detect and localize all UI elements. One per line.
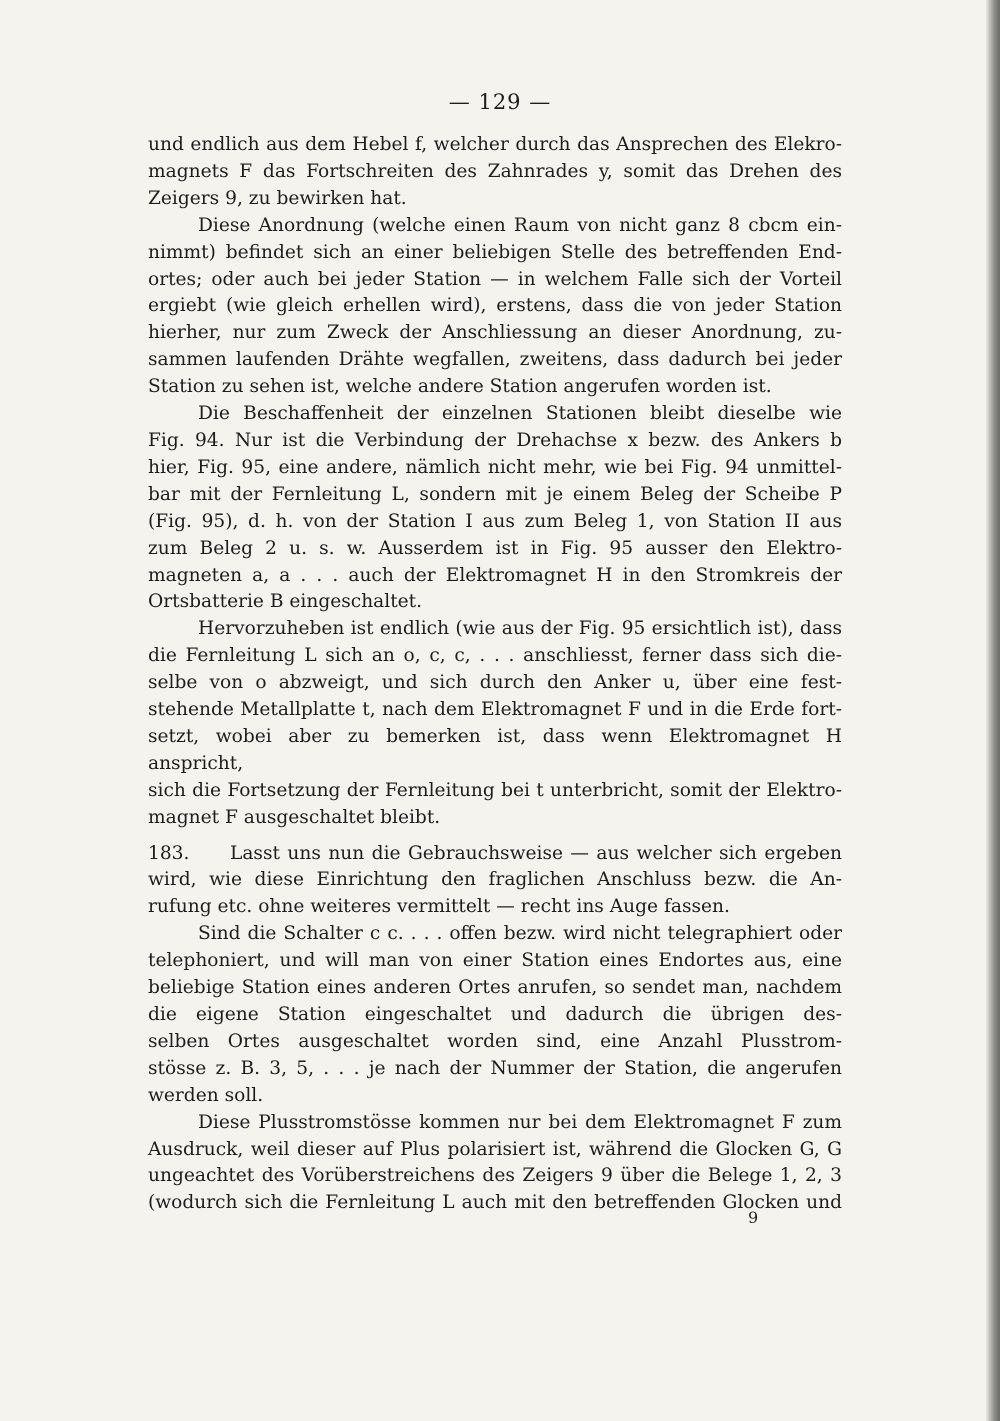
- text-line: magnet F ausgeschaltet bleibt.: [148, 806, 441, 828]
- section-183: [148, 841, 842, 922]
- text-line: Fig. 94. Nur ist die Verbindung der Drehachse x bezw. des Ankers b: [148, 429, 842, 451]
- text-line: werden soll.: [148, 1084, 264, 1106]
- page-edge-shadow: [986, 0, 1000, 1421]
- text-line: stösse z. B. 3, 5, . . . je nach der Nummer der Station, die angerufen: [148, 1057, 842, 1079]
- text-line: magneten a, a . . . auch der Elektromagnet H in den Stromkreis der: [148, 564, 842, 586]
- text-line: Diese Plusstromstösse kommen nur bei dem Elektromagnet F zum: [198, 1111, 842, 1133]
- text-line: (wodurch sich die Fernleitung L auch mit den betreffenden Glocken und: [148, 1192, 842, 1214]
- section-number: 183.: [148, 842, 190, 864]
- text-line: beliebige Station eines anderen Ortes anrufen, so sendet man, nachdem: [148, 977, 842, 999]
- text-line: die eigene Station eingeschaltet und dadurch die übrigen des-: [148, 1004, 842, 1025]
- text-line: hier, Fig. 95, eine andere, nämlich nicht mehr, wie bei Fig. 94 unmittel-: [148, 456, 842, 478]
- text-line: Die Beschaffenheit der einzelnen Stationen bleibt dieselbe wie: [198, 403, 842, 425]
- text-line: Hervorzuheben ist endlich (wie aus der Fig. 95 ersichtlich ist), dass: [198, 618, 842, 640]
- text-line: selbe von o abzweigt, und sich durch den Anker u, über eine fest-: [148, 672, 842, 694]
- text-line: (Fig. 95), d. h. von der Station I aus zum Beleg 1, von Station II aus: [148, 510, 842, 532]
- text-line: und endlich aus dem Hebel f, welcher durch das Ansprechen des Elekro-: [148, 134, 842, 155]
- text-line: Zeigers 9, zu bewirken hat.: [148, 187, 407, 209]
- text-line: Ausdruck, weil dieser auf Plus polarisiert ist, während die Glocken G, G: [148, 1138, 842, 1160]
- text-line: stehende Metallplatte t, nach dem Elektromagnet F und in die Erde fort-: [148, 699, 842, 721]
- text-line: nimmt) befindet sich an einer beliebigen Stelle des betreffenden End-: [148, 241, 842, 263]
- page-number-header: — 129 —: [448, 90, 552, 114]
- text-line: sammen laufenden Drähte wegfallen, zweitens, dass dadurch bei jeder: [148, 349, 842, 371]
- paragraph-7: [148, 1110, 842, 1218]
- paragraph-1: [148, 132, 842, 213]
- text-line: hierher, nur zum Zweck der Anschliessung an dieser Anordnung, zu-: [148, 322, 842, 344]
- text-line: ergiebt (wie gleich erhellen wird), erstens, dass die von jeder Station: [148, 295, 842, 317]
- text-line: sich die Fortsetzung der Fernleitung bei t unterbricht, somit der Elektro-: [148, 779, 842, 801]
- text-line: wird, wie diese Einrichtung den fraglichen Anschluss bezw. die An-: [148, 869, 842, 891]
- paragraph-3: [148, 401, 842, 616]
- paragraph-4: [148, 616, 842, 831]
- text-line: selben Ortes ausgeschaltet worden sind, eine Anzahl Plusstrom-: [148, 1030, 842, 1052]
- text-line: magnets F das Fortschreiten des Zahnrades y, somit das Drehen des: [148, 160, 842, 182]
- text-line: bar mit der Fernleitung L, sondern mit je einem Beleg der Scheibe P: [148, 483, 842, 505]
- text-line: Lasst uns nun die Gebrauchsweise — aus welcher sich ergeben: [230, 842, 842, 864]
- text-line: Station zu sehen ist, welche andere Station angerufen worden ist.: [148, 376, 772, 398]
- body-text: [148, 132, 842, 1217]
- text-line: die Fernleitung L sich an o, c, c, . . . anschliesst, ferner dass sich die-: [148, 645, 842, 667]
- text-line: ungeachtet des Vorüberstreichens des Zeigers 9 über die Belege 1, 2, 3: [148, 1165, 842, 1187]
- paragraph-2: [148, 213, 842, 401]
- text-line: zum Beleg 2 u. s. w. Ausserdem ist in Fig. 95 ausser den Elektro-: [148, 537, 842, 559]
- paragraph-6: [148, 921, 842, 1109]
- text-line: telephoniert, und will man von einer Station eines Endortes aus, eine: [148, 950, 842, 972]
- signature-mark: 9: [748, 1208, 759, 1227]
- text-line: ortes; oder auch bei jeder Station — in welchem Falle sich der Vorteil: [148, 268, 842, 290]
- text-line: Sind die Schalter c c. . . . offen bezw. wird nicht telegraphiert oder: [198, 923, 842, 945]
- text-line: Ortsbatterie B eingeschaltet.: [148, 591, 423, 613]
- section-first-line: [148, 841, 842, 868]
- text-line: setzt, wobei aber zu bemerken ist, dass wenn Elektromagnet H anspricht,: [148, 725, 842, 774]
- text-line: rufung etc. ohne weiteres vermittelt — recht ins Auge fassen.: [148, 896, 730, 918]
- text-line: Diese Anordnung (welche einen Raum von nicht ganz 8 cbcm ein-: [198, 214, 842, 236]
